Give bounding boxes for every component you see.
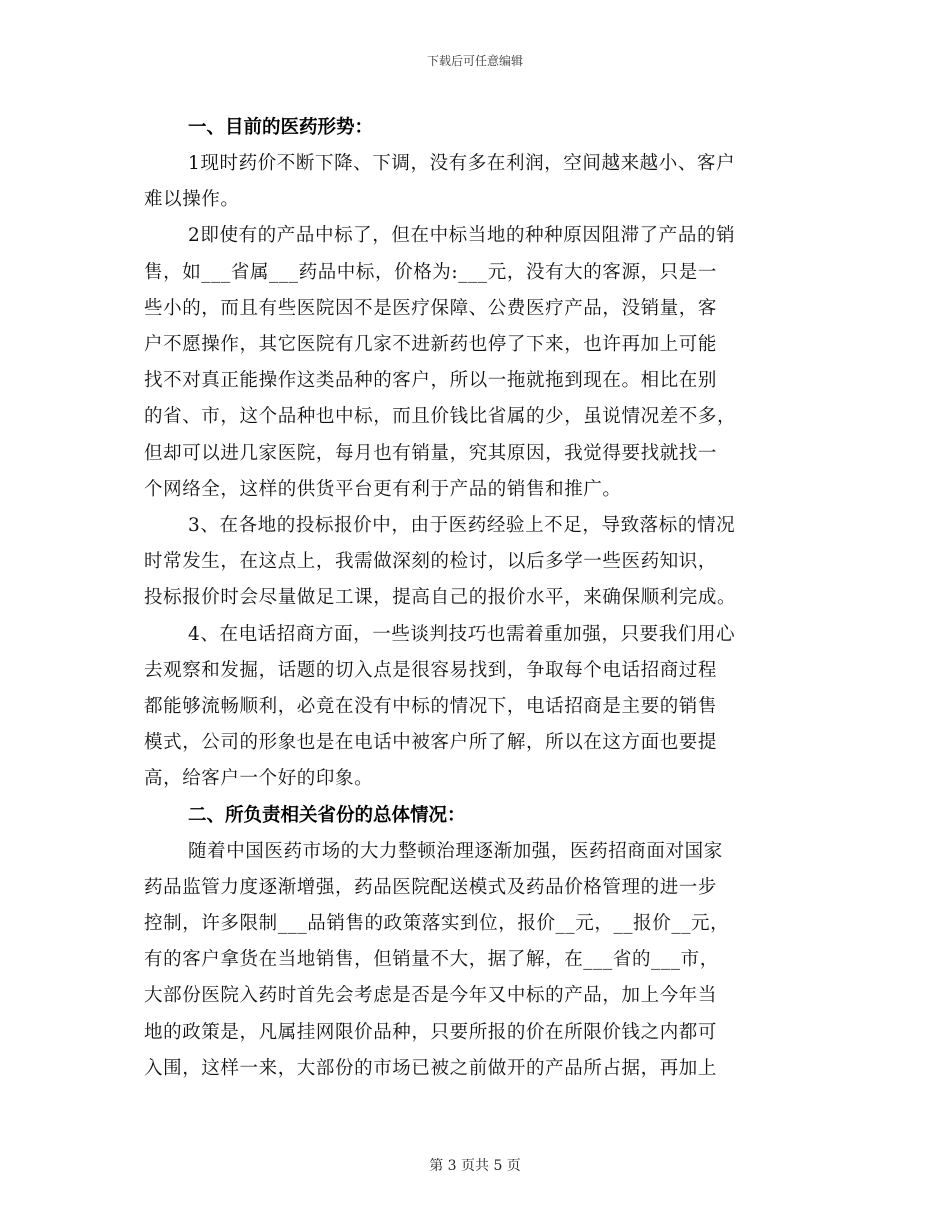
text-line: 随着中国医药市场的大力整顿治理逐渐加强，医药招商面对国家 (188, 840, 723, 862)
text-line: 2即使有的产品中标了，但在中标当地的种种原因阻滞了产品的销 (188, 225, 736, 247)
text-line: 去观察和发掘，话题的切入点是很容易找到，争取每个电话招商过程 (144, 659, 718, 681)
text-line: 投标报价时会尽量做足工课，提高自己的报价水平，来确保顺利完成。 (144, 587, 737, 609)
text-line: 个网络全，这样的供货平台更有利于产品的销售和推广。 (144, 478, 622, 500)
text-line: 模式，公司的形象也是在电话中被客户所了解，所以在这方面也要提 (144, 732, 718, 754)
paragraph (144, 508, 808, 617)
text-line: 有的客户拿货在当地销售，但销量不大，据了解，在___省的___市， (144, 949, 719, 971)
paragraph (144, 218, 808, 508)
text-line: 控制，许多限制___品销售的政策落实到位，报价__元，__报价__元， (144, 913, 730, 935)
text-line: 的省、市，这个品种也中标，而且价钱比省属的少，虽说情况差不多， (144, 406, 737, 428)
text-line: 售，如___省属___药品中标，价格为:___元，没有大的客源，只是一 (144, 261, 717, 283)
text-line: 户不愿操作，其它医院有几家不进新药也停了下来，也许再加上可能 (144, 334, 718, 356)
text-line: 入围，这样一来，大部份的市场已被之前做开的产品所占据，再加上 (144, 1057, 718, 1079)
text-line: 些小的，而且有些医院因不是医疗保障、公费医疗产品，没销量，客 (144, 297, 718, 319)
document-body (144, 110, 808, 1087)
text-line: 大部份医院入药时首先会考虑是否是今年又中标的产品，加上今年当 (144, 985, 718, 1007)
text-line: 药品监管力度逐渐增强，药品医院配送模式及药品价格管理的进一步 (144, 876, 718, 898)
section-heading: 一、目前的医药形势： (188, 117, 374, 138)
text-line: 3、在各地的投标报价中，由于医药经验上不足，导致落标的情况 (188, 515, 736, 537)
text-line: 1现时药价不断下降、下调，没有多在利润，空间越来越小、客户 (188, 153, 736, 174)
page-header: 下载后可任意编辑 (426, 54, 523, 68)
text-line: 地的政策是，凡属挂网限价品种，只要所报的价在所限价钱之内都可 (144, 1021, 718, 1043)
text-line: 难以操作。 (144, 189, 240, 211)
section-heading: 二、所负责相关省份的总体情况： (188, 804, 466, 826)
text-line: 找不对真正能操作这类品种的客户，所以一拖就拖到现在。相比在别 (144, 370, 718, 392)
paragraph (144, 146, 808, 218)
paragraph (144, 834, 808, 1087)
paragraph (144, 617, 808, 798)
text-line: 都能够流畅顺利，必竟在没有中标的情况下，电话招商是主要的销售 (144, 696, 718, 718)
text-line: 4、在电话招商方面，一些谈判技巧也需着重加强，只要我们用心 (188, 623, 736, 645)
text-line: 但却可以进几家医院，每月也有销量，究其原因，我觉得要找就找一 (144, 442, 718, 464)
page-footer: 第 3 页共 5 页 (429, 1158, 521, 1174)
text-line: 时常发生，在这点上，我需做深刻的检讨，以后多学一些医药知识， (144, 551, 718, 573)
text-line: 高，给客户一个好的印象。 (144, 768, 374, 790)
